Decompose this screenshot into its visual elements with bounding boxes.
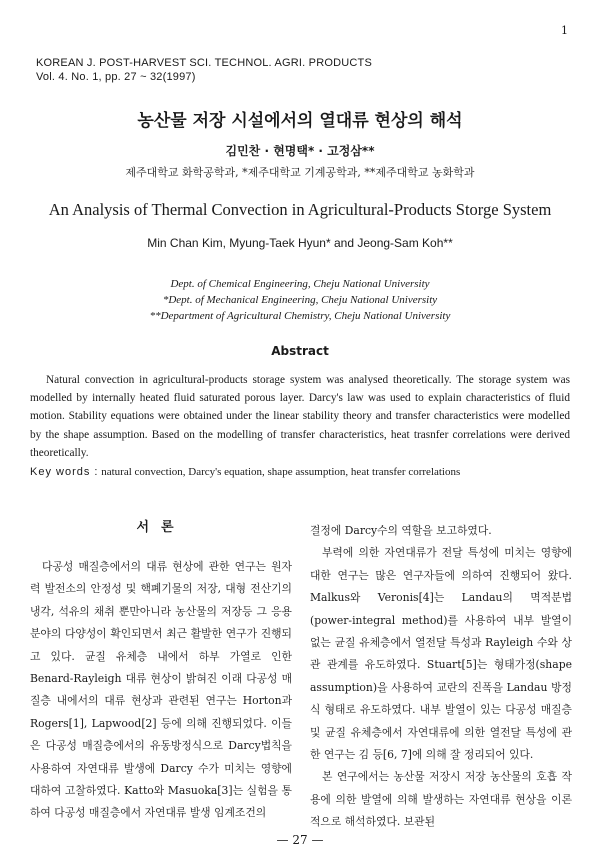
korean-affiliations: 제주대학교 화학공학과, *제주대학교 기계공학과, **제주대학교 농화학과 — [125, 166, 475, 179]
english-authors: Min Chan Kim, Myung-Taek Hyun* and Jeong-Sam Koh** — [147, 236, 453, 250]
right-column-paragraph-3: 본 연구에서는 농산물 저장시 저장 농산물의 호흡 작용에 의한 발열에 의해 발생하는 자연대류 현상을 이론적으로 해석하였다. 보관된 — [310, 770, 572, 829]
department-2: *Dept. of Mechanical Engineering, Cheju National University — [162, 294, 438, 306]
section-heading-introduction: 서론 — [136, 520, 186, 535]
journal-name: KOREAN J. POST-HARVEST SCI. TECHNOL. AGRI. PRODUCTS — [36, 57, 372, 69]
right-column — [310, 520, 572, 834]
left-column-text: 다공성 매질층에서의 대류 현상에 관한 연구는 원자력 발전소의 안정성 및 핵폐기물의 저장, 대형 전산기의 냉각, 석유의 채취 뿐만아니라 농산물의 저장등 그 응용 분야의 다양성이 확인되면서 최근 활발한 연구가 진행되고 있다. 균질 유체층 내에서 하부 가열로 인한 Benard-Rayleigh 대류 현상이 밝혀진 이래 다공성 매질층 내에서의 대류 현상과 관련된 연구는 Horton과 Rogers[1], Lapwood[2] 등에 의해 진행되었다. 이들은 다공성 매질층에서의 유동방정식으로 Darcy법칙을 사용하여 자연대류 발생에 Darcy 수가 미치는 영향에 대하여 고찰하였다. Katto와 Masuoka[3]는 실험을 통하여 다공성 매질층에서 자연대류 발생 임계조건의 — [30, 560, 292, 820]
department-list — [0, 276, 600, 324]
korean-authors: 김민찬 · 현명택* · 고정삼** — [225, 144, 375, 158]
right-column-paragraph-1: 결정에 Darcy수의 역할을 보고하였다. — [310, 524, 492, 537]
abstract-text: Natural convection in agricultural-products storage system was analysed theoretically. The storage system was modelled by internally heated fluid saturated porous layer. Darcy's law was used to explain characteristics of fluid motion. Stability equations were obtained under the linear stability theory and transfer characteristics were modelled by the shape assumption. Based on the modelling of transfer characteristics, heat trasnfer correlations were derived theoretically. — [30, 374, 570, 459]
department-1: Dept. of Chemical Engineering, Cheju National University — [170, 278, 430, 290]
korean-title: 농산물 저장 시설에서의 열대류 현상의 해석 — [137, 111, 463, 131]
journal-volume: Vol. 4. No. 1, pp. 27 ~ 32(1997) — [36, 71, 196, 83]
journal-header — [36, 56, 372, 84]
abstract-heading: Abstract — [271, 344, 329, 358]
department-3: **Department of Agricultural Chemistry, Cheju National University — [149, 310, 451, 322]
keywords-text: natural convection, Darcy's equation, shape assumption, heat transfer correlations — [98, 466, 461, 478]
right-column-paragraph-2: 부력에 의한 자연대류가 전달 특성에 미치는 영향에 대한 연구는 많은 연구자들에 의하여 진행되어 왔다. Malkus와 Veronis[4]는 Landau의 멱적분법(power-integral method)를 사용하여 내부 발열이 없는 균질 유체층에서 열전달 특성과 Rayleigh 수와 상관 관계를 유도하였다. Stuart[5]는 형태가정(shape assumption)을 사용하여 교란의 진폭을 Landau 방정식 형태로 유도하였다. 내부 발열이 있는 다공성 매질층 및 균질 유체층에서 자연대류에 의한 열전달 특성에 관한 연구는 김 등[6, 7]에 의해 잘 정리되어 있다. — [310, 546, 572, 762]
keywords-label: Key words : — [30, 466, 99, 478]
page-number-bottom: — 27 — — [276, 833, 324, 847]
keywords — [30, 465, 580, 478]
page-number-top: 1 — [561, 24, 568, 37]
english-title: An Analysis of Thermal Convection in Agricultural-Products Storge System — [48, 200, 552, 219]
